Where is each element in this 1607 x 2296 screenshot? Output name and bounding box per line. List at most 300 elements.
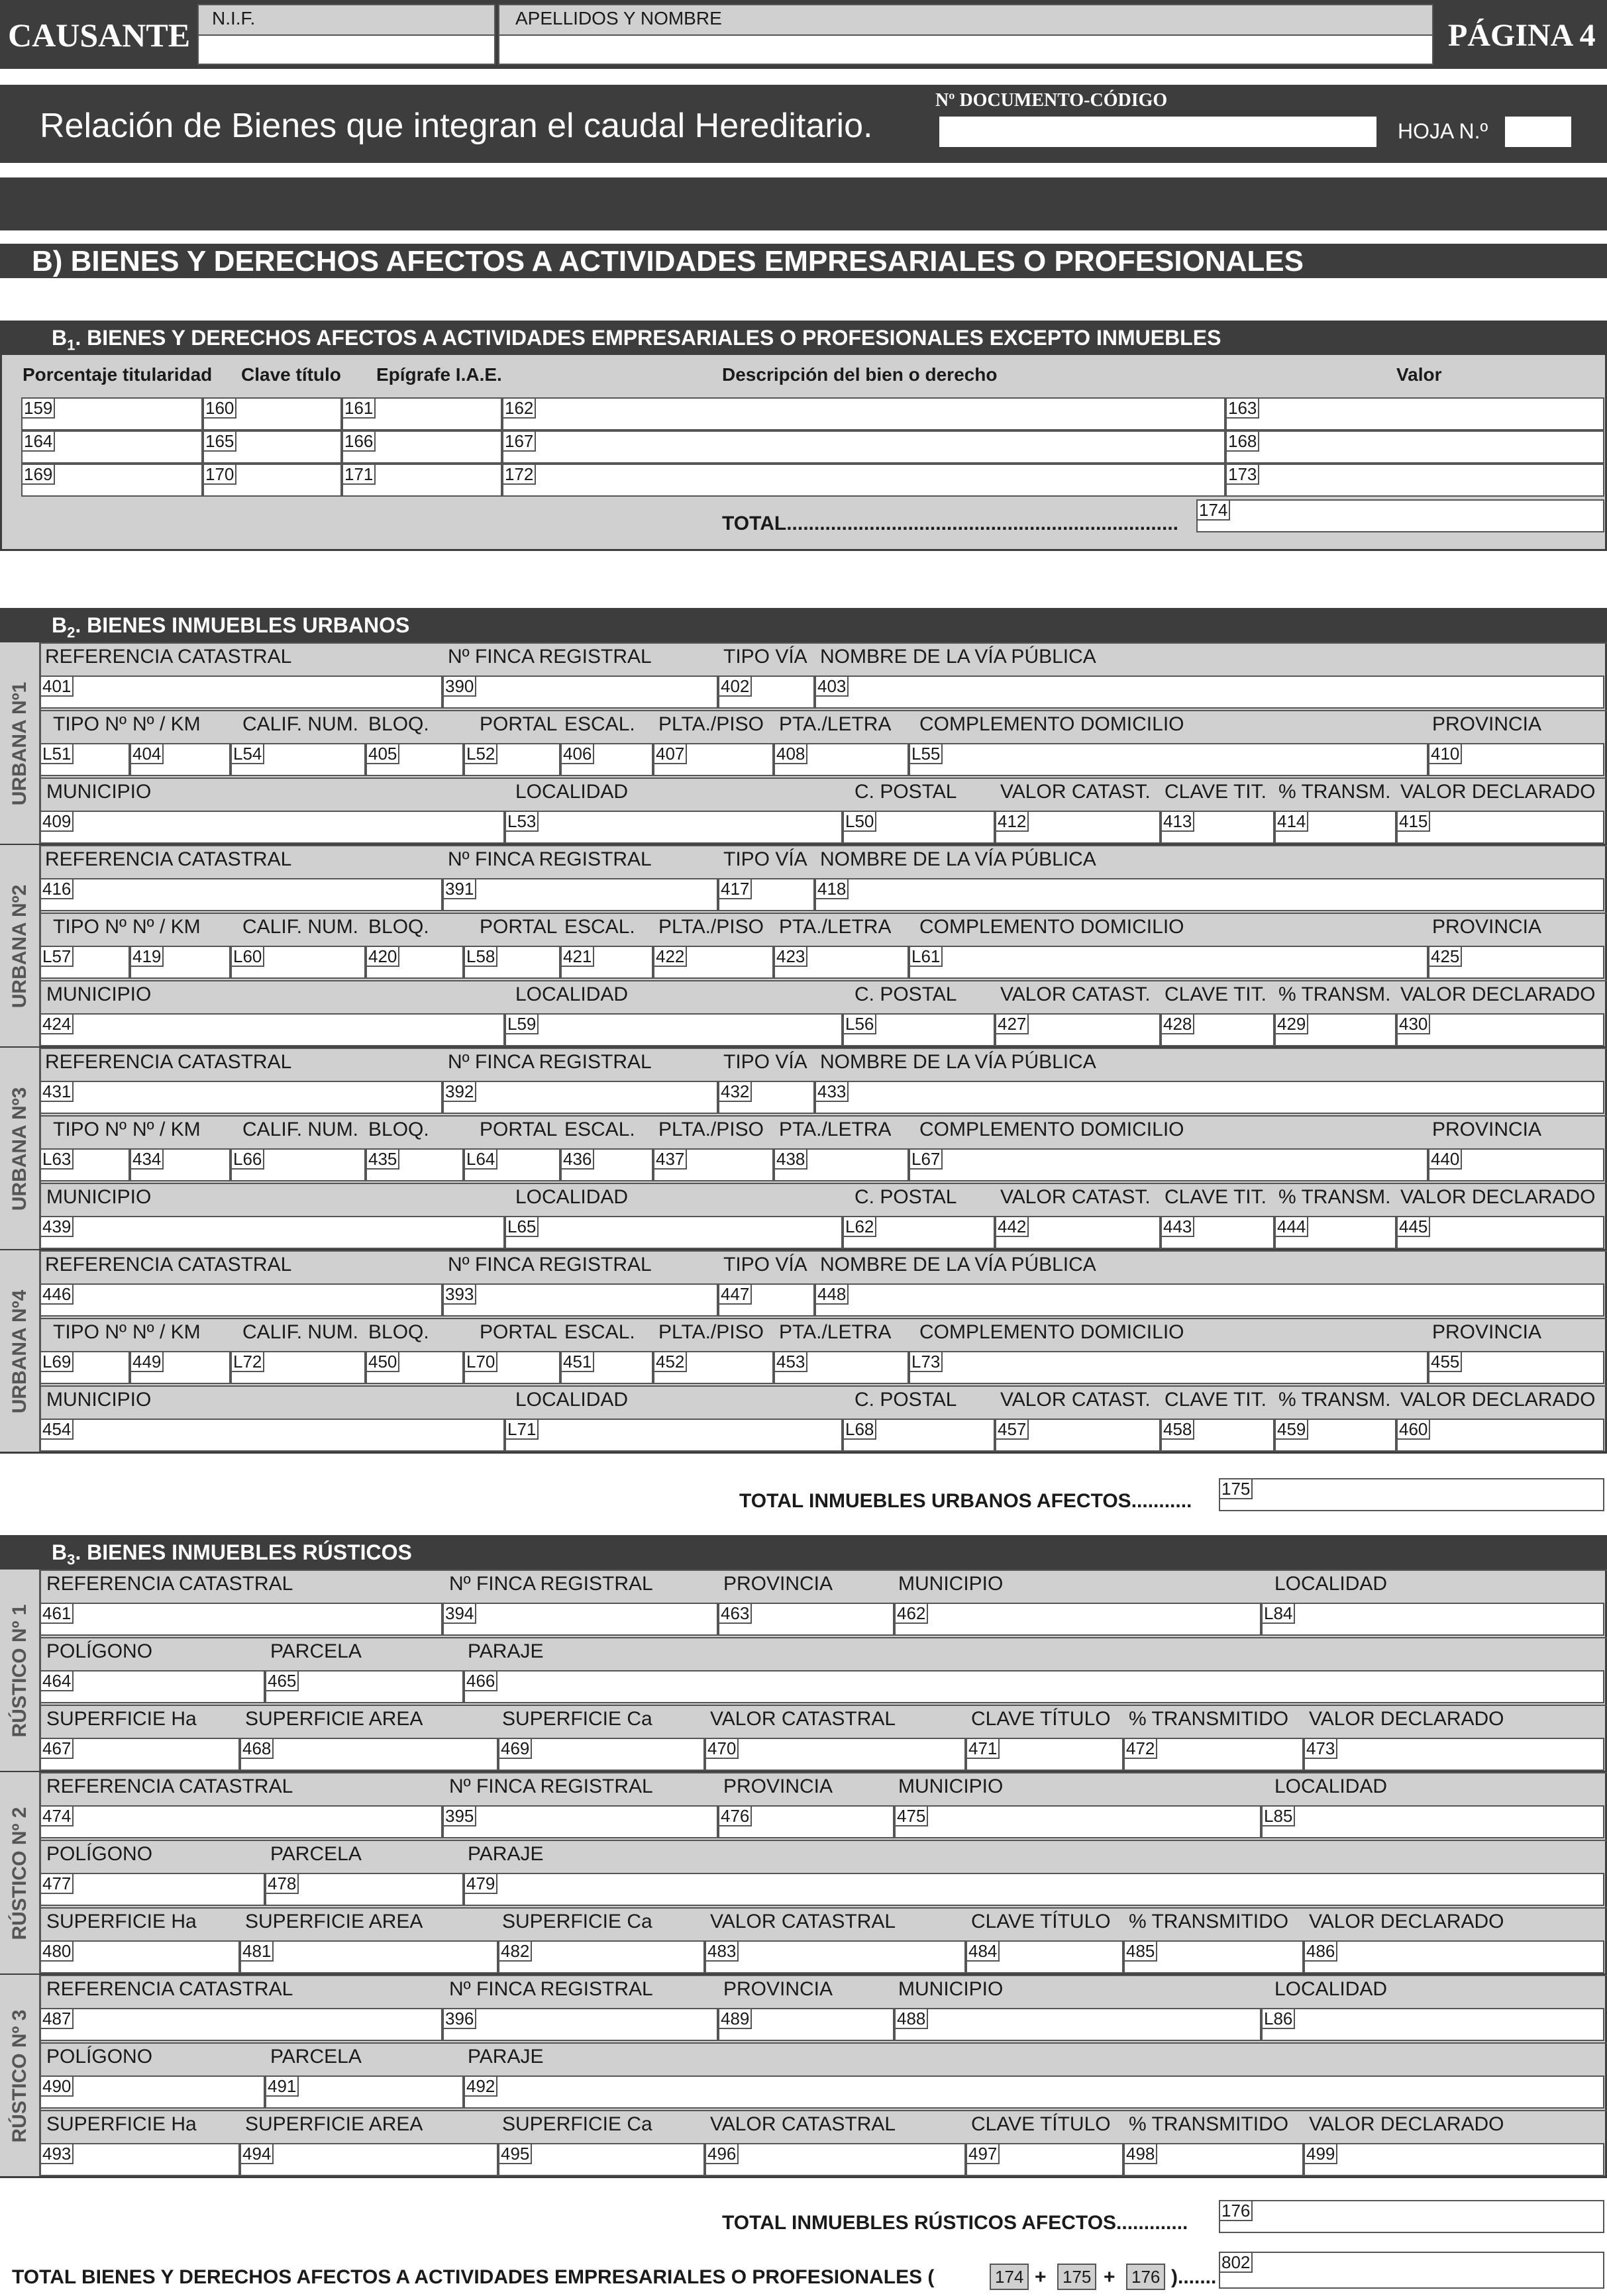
b2-code: 429 (1276, 1015, 1308, 1034)
b3-row-divider (41, 1840, 1607, 1841)
b2-code: 415 (1398, 812, 1430, 832)
b3-field-label: PROVINCIA (723, 1978, 833, 2000)
b2-field-label: TIPO VÍA (723, 1254, 807, 1275)
b2-field[interactable] (442, 1081, 718, 1114)
b2-code: 432 (719, 1082, 752, 1102)
b2-field[interactable] (442, 1283, 718, 1317)
b3-field[interactable] (40, 2008, 442, 2041)
b2-field-label: NOMBRE DE LA VÍA PÚBLICA (820, 848, 1096, 870)
b2-field-label: COMPLEMENTO DOMICILIO (919, 1119, 1184, 1140)
b2-field-label: PTA./LETRA (779, 713, 892, 735)
b3-code: 475 (896, 1807, 928, 1826)
b2-code: 451 (562, 1352, 594, 1372)
b1-col-valor: Valor (1396, 364, 1442, 385)
b2-field-label: VALOR CATAST. (1000, 781, 1151, 803)
b2-code: 449 (131, 1352, 164, 1372)
b2-code: 405 (367, 744, 399, 764)
b2-field-label: BLOQ. (368, 1119, 429, 1140)
b2-code: L66 (232, 1150, 264, 1170)
b1-total-label: TOTAL....................................................................... (722, 513, 1178, 534)
b3-field[interactable] (240, 1940, 498, 1973)
b2-code: 407 (654, 744, 687, 764)
b1-field[interactable] (1225, 464, 1604, 497)
b2-field[interactable] (815, 675, 1604, 709)
b3-side-label: RÚSTICO Nº 1 (8, 1604, 30, 1738)
b2-code: 409 (41, 812, 74, 832)
b3-code: 494 (241, 2144, 274, 2164)
b2-row-divider (41, 913, 1607, 914)
b2-field-label: PTA./LETRA (779, 1119, 892, 1140)
grand-total-input[interactable] (1219, 2252, 1604, 2289)
b3-code: 479 (465, 1874, 497, 1894)
b1-col-clave: Clave título (241, 364, 341, 385)
b3-field[interactable] (442, 2008, 718, 2041)
b3-code: 496 (706, 2144, 739, 2164)
b3-field[interactable] (1261, 2008, 1604, 2041)
b2-field-label: PLTA./PISO (658, 1119, 764, 1140)
b3-field[interactable] (1261, 1805, 1604, 1838)
b3-field[interactable] (1304, 2143, 1604, 2176)
b2-code: 452 (654, 1352, 687, 1372)
b3-code: 467 (41, 1739, 74, 1759)
section-b-title: B) BIENES Y DERECHOS AFECTOS A ACTIVIDADES EMPRESARIALES O PROFESIONALES (32, 245, 1304, 277)
b2-field-label: MUNICIPIO (46, 781, 152, 803)
b3-code: 478 (266, 1874, 299, 1894)
b2-code: L61 (910, 947, 943, 967)
b1-code: 166 (343, 432, 376, 452)
b2-side-label: URBANA Nº3 (8, 1087, 30, 1211)
b2-field-label: PORTAL (480, 713, 558, 735)
b2-field-label: PROVINCIA (1432, 1321, 1542, 1343)
b2-side (0, 845, 41, 1048)
b3-field-label: VALOR DECLARADO (1309, 1911, 1504, 1932)
b2-field-label: TIPO Nº (53, 1119, 127, 1140)
b2-code: L50 (844, 812, 876, 832)
grand-total-c3: 176 (1126, 2264, 1165, 2290)
b3-code: 495 (499, 2144, 532, 2164)
b3-code: 480 (41, 1942, 74, 1962)
b2-field-label: Nº / KM (132, 1321, 201, 1343)
b1-code: 162 (503, 399, 536, 419)
b2-field-label: ESCAL. (564, 1321, 635, 1343)
b2-code: 404 (131, 744, 164, 764)
b3-code: 481 (241, 1942, 274, 1962)
b2-code: 430 (1398, 1015, 1430, 1034)
b3-code: 498 (1125, 2144, 1157, 2164)
b3-code: 476 (719, 1807, 752, 1826)
b2-row-divider (41, 1048, 1607, 1049)
b2-code: L68 (844, 1420, 876, 1440)
b1-code: 161 (343, 399, 376, 419)
b2-field[interactable] (40, 1216, 505, 1249)
b2-field[interactable] (909, 1148, 1428, 1181)
b3-field-label: Nº FINCA REGISTRAL (449, 1775, 653, 1797)
causante-label: CAUSANTE (8, 17, 191, 54)
b2-field-label: TIPO Nº (53, 916, 127, 938)
b1-field[interactable] (502, 430, 1225, 464)
b2-code: 454 (41, 1420, 74, 1440)
b2-field-label: LOCALIDAD (515, 1186, 629, 1208)
b2-field-label: LOCALIDAD (515, 983, 629, 1005)
b2-code: 443 (1162, 1217, 1194, 1237)
b2-field[interactable] (40, 878, 442, 911)
b3-field-label: POLÍGONO (46, 2046, 153, 2068)
b2-code: L52 (465, 744, 497, 764)
b2-field-label: CALIF. NUM. (242, 1119, 359, 1140)
b3-code: 396 (444, 2009, 476, 2029)
b3-field[interactable] (894, 1805, 1261, 1838)
b2-field-label: PTA./LETRA (779, 1321, 892, 1343)
b3-field[interactable] (464, 1873, 1604, 1906)
b3-field[interactable] (240, 2143, 498, 2176)
b3-field-label: % TRANSMITIDO (1129, 1708, 1289, 1730)
b2-field-label: COMPLEMENTO DOMICILIO (919, 1321, 1184, 1343)
b3-row-divider (41, 1570, 1607, 1571)
b2-code: 408 (775, 744, 807, 764)
b3-code: 482 (499, 1942, 532, 1962)
b3-field[interactable] (442, 1603, 718, 1636)
b3-field-label: VALOR CATASTRAL (710, 1708, 896, 1730)
doc-code-label: Nº DOCUMENTO-CÓDIGO (935, 90, 1168, 111)
b3-field-label: PARCELA (270, 1640, 362, 1662)
b1-title: $B_1$. BIENES Y DERECHOS AFECTOS A ACTIVIDADES EMPRESARIALES O PROFESIONALES EXCEPTO INMUEBLES (52, 326, 1221, 354)
b2-field-label: NOMBRE DE LA VÍA PÚBLICA (820, 1254, 1096, 1275)
b2-code: L56 (844, 1015, 876, 1034)
b3-total-label: TOTAL INMUEBLES RÚSTICOS AFECTOS............. (722, 2212, 1188, 2234)
b3-code: L84 (1263, 1604, 1295, 1624)
b3-field[interactable] (705, 2143, 966, 2176)
b3-field-label: Nº FINCA REGISTRAL (449, 1573, 653, 1595)
b2-code: 437 (654, 1150, 687, 1170)
b2-row-divider (41, 1115, 1607, 1117)
form-title: Relación de Bienes que integran el caudal Hereditario. (40, 107, 873, 145)
b2-field[interactable] (909, 1351, 1428, 1384)
b3-field-label: CLAVE TÍTULO (971, 1911, 1111, 1932)
b2-code: 417 (719, 879, 752, 899)
b2-field[interactable] (505, 1419, 843, 1452)
b2-row-divider (41, 980, 1607, 981)
b3-field-label: CLAVE TÍTULO (971, 2113, 1111, 2135)
b3-field[interactable] (1304, 1738, 1604, 1771)
b3-code: L85 (1263, 1807, 1295, 1826)
b2-field-label: PORTAL (480, 1321, 558, 1343)
b2-field-label: CALIF. NUM. (242, 1321, 359, 1343)
b2-row-divider (41, 1318, 1607, 1319)
b3-field-label: REFERENCIA CATASTRAL (46, 1775, 293, 1797)
b2-field[interactable] (40, 1013, 505, 1046)
b3-code: 465 (266, 1672, 299, 1691)
b2-row-divider (41, 710, 1607, 711)
b1-code: 168 (1227, 432, 1259, 452)
b2-field[interactable] (815, 878, 1604, 911)
b3-field[interactable] (442, 1805, 718, 1838)
b2-total-input[interactable] (1219, 1478, 1604, 1511)
b2-code: L73 (910, 1352, 943, 1372)
b1-code: 164 (23, 432, 55, 452)
b2-field[interactable] (442, 675, 718, 709)
b2-row-divider (41, 845, 1607, 846)
b2-field[interactable] (815, 1283, 1604, 1317)
b2-field-label: Nº / KM (132, 916, 201, 938)
b3-code: 394 (444, 1604, 476, 1624)
b2-total-code: 175 (1220, 1479, 1253, 1499)
b1-col-descripcion: Descripción del bien o derecho (722, 364, 998, 385)
b3-code: 487 (41, 2009, 74, 2029)
hoja-input[interactable] (1505, 117, 1571, 147)
b3-field-label: MUNICIPIO (898, 1573, 1004, 1595)
b3-field[interactable] (1261, 1603, 1604, 1636)
b2-field[interactable] (442, 878, 718, 911)
b3-field[interactable] (464, 2075, 1604, 2109)
b2-code: 424 (41, 1015, 74, 1034)
b3-field-label: Nº FINCA REGISTRAL (449, 1978, 653, 2000)
b3-side (0, 1772, 41, 1975)
b3-total-code: 176 (1220, 2201, 1253, 2221)
b2-code: 422 (654, 947, 687, 967)
b2-code: 403 (816, 677, 849, 697)
b3-code: 473 (1305, 1739, 1337, 1759)
page-number: PÁGINA 4 (1448, 18, 1596, 53)
b2-code: 412 (996, 812, 1029, 832)
b3-field[interactable] (40, 1805, 442, 1838)
b3-field[interactable] (705, 1940, 966, 1973)
b2-code: L54 (232, 744, 264, 764)
b2-code: L71 (506, 1420, 539, 1440)
b2-code: 392 (444, 1082, 476, 1102)
b2-total-label: TOTAL INMUEBLES URBANOS AFECTOS........... (739, 1490, 1192, 1512)
b3-code: 469 (499, 1739, 532, 1759)
b2-row-divider (41, 642, 1607, 644)
b3-field[interactable] (705, 1738, 966, 1771)
b2-field-label: CLAVE TIT. (1165, 1186, 1267, 1208)
b1-code: 173 (1227, 465, 1259, 485)
b2-code: 459 (1276, 1420, 1308, 1440)
b2-field[interactable] (815, 1081, 1604, 1114)
b2-code: 414 (1276, 812, 1308, 832)
b3-code: 464 (41, 1672, 74, 1691)
b2-row-divider (41, 1250, 1607, 1252)
b2-code: 421 (562, 947, 594, 967)
b2-field-label: C. POSTAL (855, 1389, 957, 1411)
b3-field-label: SUPERFICIE Ha (46, 2113, 197, 2135)
b2-code: L63 (41, 1150, 74, 1170)
b3-code: 486 (1305, 1942, 1337, 1962)
b2-field-label: LOCALIDAD (515, 781, 629, 803)
b3-code: L86 (1263, 2009, 1295, 2029)
b2-field-label: VALOR DECLARADO (1400, 781, 1596, 803)
b3-field-label: % TRANSMITIDO (1129, 1911, 1289, 1932)
b2-field[interactable] (505, 1216, 843, 1249)
nif-input[interactable] (197, 34, 495, 65)
b2-field-label: TIPO VÍA (723, 848, 807, 870)
b2-code: L70 (465, 1352, 497, 1372)
b2-code: 420 (367, 947, 399, 967)
b3-code: 472 (1125, 1739, 1157, 1759)
b2-code: L67 (910, 1150, 943, 1170)
b3-field[interactable] (40, 1603, 442, 1636)
b2-code: 413 (1162, 812, 1194, 832)
doc-code-input[interactable] (939, 117, 1376, 147)
b2-field[interactable] (505, 1013, 843, 1046)
b3-field[interactable] (894, 2008, 1261, 2041)
b2-code: L53 (506, 812, 539, 832)
b2-field-label: BLOQ. (368, 916, 429, 938)
b3-row-divider (41, 1637, 1607, 1638)
b2-code: 406 (562, 744, 594, 764)
b2-field-label: PTA./LETRA (779, 916, 892, 938)
b2-code: L65 (506, 1217, 539, 1237)
blank-bar (0, 177, 1607, 230)
b3-code: 490 (41, 2077, 74, 2097)
b2-field[interactable] (909, 946, 1428, 979)
b1-code: 165 (204, 432, 236, 452)
b2-field-label: MUNICIPIO (46, 1186, 152, 1208)
b3-code: 470 (706, 1739, 739, 1759)
b2-field-label: REFERENCIA CATASTRAL (45, 1051, 292, 1073)
b2-code: 458 (1162, 1420, 1194, 1440)
b2-field-label: COMPLEMENTO DOMICILIO (919, 713, 1184, 735)
b3-field-label: LOCALIDAD (1274, 1573, 1388, 1595)
b3-total-input[interactable] (1219, 2200, 1604, 2233)
b1-code: 170 (204, 465, 236, 485)
b2-field-label: ESCAL. (564, 916, 635, 938)
b2-code: 423 (775, 947, 807, 967)
b2-code: 435 (367, 1150, 399, 1170)
b3-field-label: PARAJE (468, 1640, 544, 1662)
b2-code: 445 (1398, 1217, 1430, 1237)
b2-code: 450 (367, 1352, 399, 1372)
b3-field[interactable] (1304, 1940, 1604, 1973)
b3-block-divider (0, 2176, 1607, 2178)
b2-code: 444 (1276, 1217, 1308, 1237)
b2-field-label: NOMBRE DE LA VÍA PÚBLICA (820, 1051, 1096, 1073)
b1-code: 167 (503, 432, 536, 452)
b2-field[interactable] (40, 1419, 505, 1452)
b3-code: 497 (967, 2144, 1000, 2164)
b3-field[interactable] (240, 1738, 498, 1771)
b2-field-label: CALIF. NUM. (242, 916, 359, 938)
b2-field-label: VALOR CATAST. (1000, 983, 1151, 1005)
b2-field-label: VALOR CATAST. (1000, 1186, 1151, 1208)
b2-row-divider (41, 1385, 1607, 1387)
b2-code: 391 (444, 879, 476, 899)
b1-col-epigrafe: Epígrafe I.A.E. (376, 364, 502, 385)
b3-field-label: POLÍGONO (46, 1640, 153, 1662)
b2-code: 428 (1162, 1015, 1194, 1034)
b3-field-label: LOCALIDAD (1274, 1775, 1388, 1797)
b2-side (0, 1250, 41, 1453)
b2-field[interactable] (505, 811, 843, 844)
b2-field-label: CLAVE TIT. (1165, 983, 1267, 1005)
b1-total-input[interactable] (1196, 499, 1604, 532)
b1-code: 171 (343, 465, 376, 485)
b3-field-label: SUPERFICIE AREA (245, 1708, 423, 1730)
b2-field[interactable] (40, 1283, 442, 1317)
b1-code: 159 (23, 399, 55, 419)
b2-side (0, 642, 41, 845)
b2-field[interactable] (909, 743, 1428, 776)
b3-side-label: RÚSTICO Nº 2 (8, 1807, 30, 1940)
b3-field-label: PARAJE (468, 2046, 544, 2068)
b2-field-label: ESCAL. (564, 1119, 635, 1140)
b2-code: 453 (775, 1352, 807, 1372)
b3-field-label: PARAJE (468, 1843, 544, 1865)
b2-code: L64 (465, 1150, 497, 1170)
b2-field-label: CALIF. NUM. (242, 713, 359, 735)
b3-row-divider (41, 1975, 1607, 1976)
b2-field-label: TIPO Nº (53, 713, 127, 735)
b3-field-label: SUPERFICIE Ha (46, 1911, 197, 1932)
b3-field-label: CLAVE TÍTULO (971, 1708, 1111, 1730)
b3-field-label: REFERENCIA CATASTRAL (46, 1978, 293, 2000)
b2-code: 455 (1429, 1352, 1462, 1372)
b3-field-label: PROVINCIA (723, 1775, 833, 1797)
b2-field-label: PROVINCIA (1432, 713, 1542, 735)
b1-field[interactable] (502, 464, 1225, 497)
b2-code: L59 (506, 1015, 539, 1034)
b3-field-label: SUPERFICIE AREA (245, 2113, 423, 2135)
b3-code: 484 (967, 1942, 1000, 1962)
b2-field-label: Nº / KM (132, 713, 201, 735)
b2-row-divider (41, 777, 1607, 779)
b2-code: 433 (816, 1082, 849, 1102)
b3-code: 474 (41, 1807, 74, 1826)
grand-total-tail: )....... (1171, 2266, 1217, 2288)
b1-total-code: 174 (1198, 501, 1230, 521)
b1-field[interactable] (1225, 397, 1604, 430)
b2-field-label: REFERENCIA CATASTRAL (45, 848, 292, 870)
b2-field-label: BLOQ. (368, 713, 429, 735)
b2-field-label: VALOR DECLARADO (1400, 1389, 1596, 1411)
b2-field[interactable] (40, 811, 505, 844)
grand-total-plus2: + (1104, 2266, 1115, 2288)
b3-field[interactable] (464, 1670, 1604, 1703)
b3-field-label: VALOR DECLARADO (1309, 2113, 1504, 2135)
grand-total-label: TOTAL BIENES Y DERECHOS AFECTOS A ACTIVIDADES EMPRESARIALES O PROFESIONALES ( (12, 2266, 935, 2288)
b2-side-label: URBANA Nº4 (8, 1289, 30, 1414)
b2-code: L62 (844, 1217, 876, 1237)
b3-code: 488 (896, 2009, 928, 2029)
b2-field-label: ESCAL. (564, 713, 635, 735)
b2-side (0, 1048, 41, 1250)
b3-field[interactable] (894, 1603, 1261, 1636)
b3-row-divider (41, 1705, 1607, 1706)
b2-code: 418 (816, 879, 849, 899)
apellidos-input[interactable] (498, 34, 1433, 65)
b3-code: 491 (266, 2077, 299, 2097)
b2-field-label: PORTAL (480, 916, 558, 938)
b2-side-label: URBANA Nº1 (8, 681, 30, 806)
b2-field[interactable] (40, 675, 442, 709)
b2-code: 440 (1429, 1150, 1462, 1170)
b1-field[interactable] (502, 397, 1225, 430)
b2-code: 402 (719, 677, 752, 697)
b1-field[interactable] (1225, 430, 1604, 464)
b2-title: $B_2$. BIENES INMUEBLES URBANOS (52, 613, 410, 641)
b2-field-label: LOCALIDAD (515, 1389, 629, 1411)
b3-row-divider (41, 2110, 1607, 2111)
b2-field[interactable] (40, 1081, 442, 1114)
b3-side (0, 1975, 41, 2177)
b3-field-label: VALOR DECLARADO (1309, 1708, 1504, 1730)
b2-code: L51 (41, 744, 74, 764)
b2-field-label: % TRANSM. (1278, 781, 1391, 803)
b3-field-label: MUNICIPIO (898, 1978, 1004, 2000)
b3-field-label: POLÍGONO (46, 1843, 153, 1865)
b3-code: 492 (465, 2077, 497, 2097)
b3-row-divider (41, 1772, 1607, 1773)
b2-code: 439 (41, 1217, 74, 1237)
